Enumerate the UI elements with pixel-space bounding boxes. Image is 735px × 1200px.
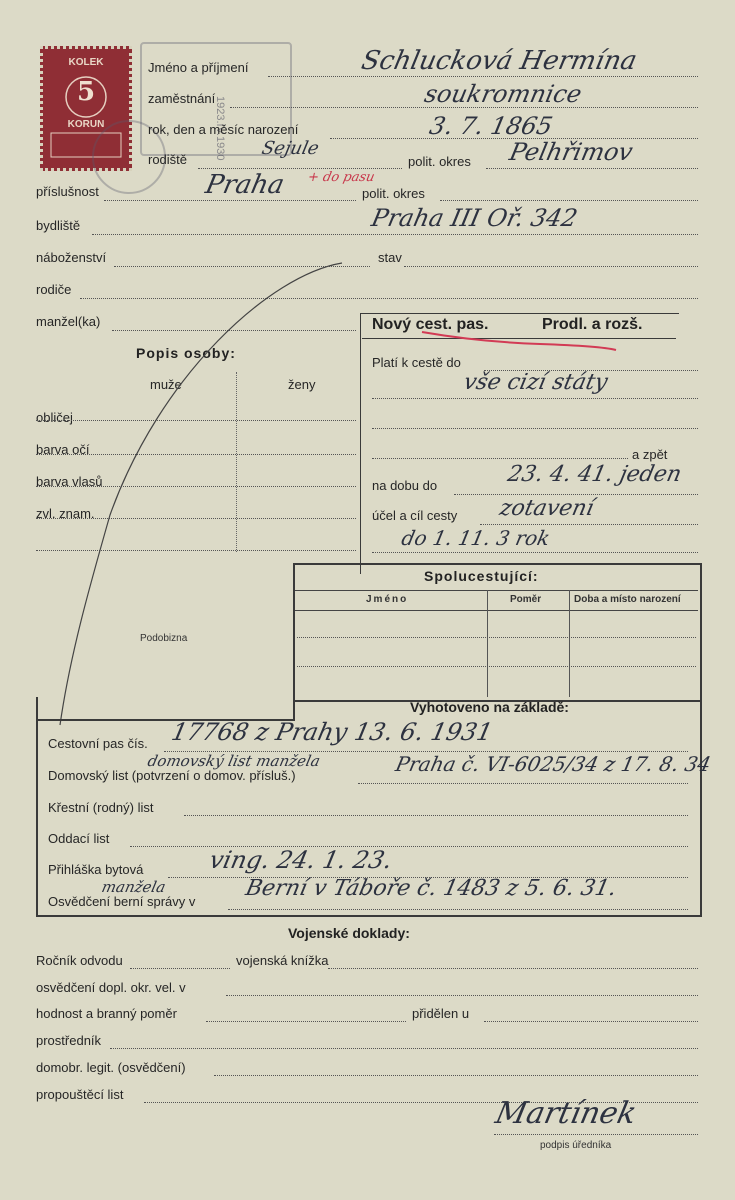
military-intermediary-line — [110, 1048, 698, 1049]
domicile-value: Praha č. VI-6025/34 z 17. 8. 34 — [393, 752, 714, 776]
domicile-line — [358, 783, 688, 784]
registration-value: ving. 24. 1. 23. — [207, 846, 395, 874]
basis-frame-step — [293, 697, 295, 720]
residence-value: Praha III Oř. 342 — [369, 204, 580, 232]
district2-line — [440, 200, 698, 201]
military-title: Vojenské doklady: — [288, 925, 410, 941]
postmark-text: 1923.IV.1930 — [214, 96, 226, 161]
military-rank-label: hodnost a branný poměr — [36, 1006, 177, 1021]
companions-col-relation: Poměr — [510, 594, 542, 605]
valid-label: Platí k cestě do — [372, 355, 461, 370]
passport-header-left: Nový cest. pas. — [372, 316, 489, 333]
purpose-value-2: do 1. 11. 3 rok — [399, 526, 553, 550]
district2-label: polit. okres — [362, 186, 425, 201]
military-year-line — [130, 968, 230, 969]
back-line — [372, 458, 628, 459]
status-label: stav — [378, 250, 402, 265]
birthplace-line — [198, 168, 402, 169]
photo-frame-curve-icon — [20, 255, 350, 735]
tax-line — [228, 909, 688, 910]
military-legit-line — [214, 1075, 698, 1076]
birth-value: 3. 7. 1865 — [427, 112, 556, 140]
occupation-label: zaměstnání — [148, 91, 216, 106]
period-label: na dobu do — [372, 478, 438, 493]
companions-divider-2 — [569, 590, 570, 697]
domicile-note: domovský list manžela — [146, 752, 322, 770]
stamp-unit: KORUN — [67, 119, 105, 130]
stamp-value: 5 — [76, 77, 96, 107]
district-label: polit. okres — [408, 154, 471, 169]
military-book-label: vojenská knížka — [236, 953, 329, 968]
popis-col-men: muže — [150, 377, 182, 392]
period-value: 23. 4. 41. jeden — [505, 462, 684, 487]
passport-number-value: 17768 z Prahy 13. 6. 1931 — [169, 718, 496, 746]
birthplace-label: rodiště — [148, 152, 188, 167]
purpose-value: zotavení — [497, 496, 597, 521]
birthplace-value: Sejule — [259, 138, 321, 159]
citizenship-line — [104, 200, 356, 201]
name-line — [268, 76, 698, 77]
military-discharge-label: propouštěcí list — [36, 1087, 124, 1102]
passport-number-label: Cestovní pas čís. — [48, 736, 148, 751]
spouse-label: manžel(ka) — [36, 314, 101, 329]
religion-label: náboženství — [36, 250, 107, 265]
popis-title: Popis osoby: — [136, 345, 236, 361]
popis-row-face: obličej — [36, 410, 73, 425]
military-book-line — [328, 968, 698, 969]
passport-header-right: Prodl. a rozš. — [542, 316, 643, 333]
occupation-value: soukromnice — [422, 80, 585, 108]
district-line — [486, 168, 698, 169]
stamp-top: KOLEK — [68, 57, 104, 68]
popis-row-marks: zvl. znam. — [36, 506, 95, 521]
purpose-label: účel a cíl cesty — [372, 508, 458, 523]
companions-row-1 — [297, 637, 696, 638]
signature-label: podpis úředníka — [540, 1140, 612, 1151]
popis-row-eyes: barva očí — [36, 442, 90, 457]
citizenship-note: + do pasu — [306, 170, 377, 185]
red-strike-icon — [420, 324, 620, 354]
tax-value: Berní v Táboře č. 1483 z 5. 6. 31. — [243, 876, 619, 901]
military-assigned-label: přidělen u — [412, 1006, 470, 1021]
companions-col-name: Jméno — [366, 594, 409, 605]
residence-line — [92, 234, 698, 235]
name-label: Jméno a příjmení — [148, 60, 249, 75]
military-legit-label: domobr. legit. (osvědčení) — [36, 1060, 186, 1075]
name-value: Schlucková Hermína — [358, 46, 640, 76]
military-intermediary-label: prostředník — [36, 1033, 102, 1048]
parents-label: rodiče — [36, 282, 72, 297]
military-year-label: Ročník odvodu — [36, 953, 123, 968]
military-cert-label: osvědčení dopl. okr. vel. v — [36, 980, 186, 995]
marriage-label: Oddací list — [48, 831, 110, 846]
basis-title: Vyhotoveno na základě: — [410, 699, 569, 715]
valid-line-3 — [372, 428, 698, 429]
companions-row-2 — [297, 666, 696, 667]
signature-line — [494, 1134, 698, 1135]
tax-label: Osvědčení berní správy v — [48, 894, 196, 909]
citizenship-label: příslušnost — [36, 184, 99, 199]
back-label: a zpět — [632, 447, 668, 462]
baptism-line — [184, 815, 688, 816]
popis-row-hair: barva vlasů — [36, 474, 103, 489]
domicile-label: Domovský list (potvrzení o domov. přísluš.) — [48, 768, 296, 783]
period-line — [454, 494, 698, 495]
military-cert-line — [226, 995, 698, 996]
companions-divider-1 — [487, 590, 488, 697]
residence-label: bydliště — [36, 218, 81, 233]
photo-label: Podobizna — [140, 633, 188, 644]
registration-label: Přihláška bytová — [48, 862, 144, 877]
military-assigned-line — [484, 1021, 698, 1022]
valid-value: vše cizí státy — [461, 370, 610, 395]
valid-line-2 — [372, 398, 698, 399]
baptism-label: Křestní (rodný) list — [48, 800, 154, 815]
military-rank-line — [206, 1021, 406, 1022]
birth-label: rok, den a měsíc narození — [148, 122, 299, 137]
signature-value: Martínek — [492, 1096, 640, 1131]
tax-note: manžela — [100, 878, 168, 896]
purpose-line — [480, 524, 698, 525]
district-value: Pelhřimov — [507, 138, 636, 166]
companions-title: Spolucestující: — [424, 568, 539, 584]
popis-col-women: ženy — [288, 377, 316, 392]
companions-col-birth: Doba a místo narození — [574, 594, 681, 605]
citizenship-value: Praha — [202, 170, 287, 200]
purpose-line-2 — [372, 552, 698, 553]
status-line — [404, 266, 698, 267]
